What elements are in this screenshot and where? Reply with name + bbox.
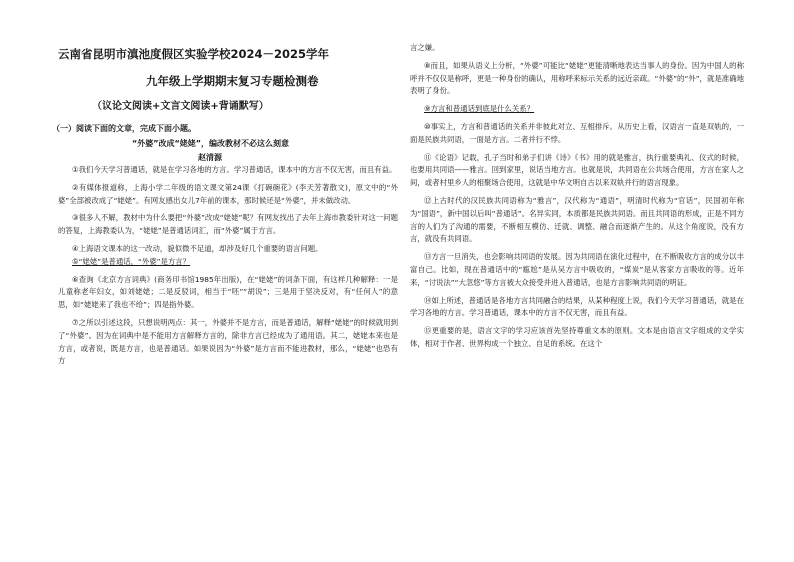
paragraph-15: ⑮更重要的是，语言文字的学习应该首先坚持尊重文本的原则。文本是由语言文字组成的文学实体，相对于作者、世界构成一个独立、自足的系统。在这个 [410, 326, 744, 348]
exam-title-line1: 云南省昆明市滇池度假区实验学校2024－2025学年 [58, 47, 330, 61]
paragraph-5-question: ⑤“姥姥”是普通话，“外婆”是方言？ [72, 256, 191, 266]
paragraph-7: ⑦之所以引述这段，只想说明两点：其一，外婆并不是方言，而是普通话，解释“姥姥”的时候就用到了“外婆”。因为在词典中是不能用方言解释方言的，除非方言已经成为了通用语。其二，姥姥本来也是方言，或者说，既是方言，也是普通话。如果说因为“外婆”是方言而不能进教材，那么，“姥姥”也恐有方 [58, 317, 398, 366]
paragraph-14: ⑭如上所述，普通话是各地方言共同融合的结果，从某种程度上说，我们今天学习普通话，就是在学习各地的方言。学习普通话，课本中的方言不仅无害，而且有益。 [410, 295, 744, 318]
paragraph-1: ①我们今天学习普通话，就是在学习各地的方言。学习普通话，课本中的方言不仅无害，而且有益。 [72, 165, 397, 174]
paragraph-2: ②有媒体报道称，上海小学二年级的语文课文第24课《打碗碗花》(李天芳著散文)，原文中的“外婆”全部被改成了“姥姥”。有网友感出女儿7年前的课本，那时候还是“外婆”，并未做改动。 [58, 182, 398, 205]
paragraph-3: ③很多人不解，教材中为什么要把“外婆”改成“姥姥”呢？有网友找出了去年上海市教委针对这一问题的答复，上海教委认为，“姥姥”是普通话词汇，而“外婆”属于方言。 [58, 213, 398, 236]
exam-title-line2: 九年级上学期期末复习专题检测卷 [146, 74, 319, 88]
paragraph-13: ⑬方言一旦消失，也会影响共同语的发展。因为共同语在演化过程中，在不断吸收方言的成分以丰富自己。比如，现在普通话中的“尴尬”是从吴方言中吸收的，“煤炭”是从客家方言吸收的等。近年来，“讨说法”“大忽悠”等方言被大众接受并进入普通话，也是方言影响共同语的明证。 [410, 252, 744, 287]
paragraph-10: ⑩事实上，方言和普通话的关系并非彼此对立、互相排斥。从历史上看，汉语言一直是双轨的，一面是民族共同语，一面是方言。二者并行不悖。 [410, 121, 744, 144]
paragraph-12: ⑫上古时代的汉民族共同语称为“雅言”，汉代称为“通语”，明清时代称为“官话”，民国初年称为“国语”，新中国以后叫“普通话”。名异实同，本质都是民族共同语。而且共同语的形成，正是不同方言的人们为了沟通的需要，不断相互模仿、迁就、调整、融合而逐渐产生的。从这个角度说，没有方言，就没有共同语。 [410, 195, 744, 244]
section-heading: （一）阅读下面的文章，完成下面小题。 [52, 124, 196, 133]
paragraph-9-question: ⑨方言和普通话到底是什么关系？ [424, 104, 535, 114]
left-column [52, 46, 398, 368]
article-title: “外婆”改成“姥姥”，编改教材不必这么刻意 [132, 139, 290, 148]
paragraph-4: ④上海语文课本的这一改动，貌似微不足道，却涉及好几个重要的语言问题。 [72, 243, 323, 253]
paragraph-7-continued: 言之嫌。 [410, 43, 440, 52]
paragraph-11: ⑪《论语》记载，孔子当时和弟子们讲《诗》《书》用的就是雅言，执行重要典礼、仪式的时候，也要用共同语——雅言。回到家里，说话当地方言。也就是说，共同语在公共场合使用，方言在家人之间，或者村里乡人的相聚场合使用，这就是中华文明自古以来双轨并行的语言现象。 [410, 152, 744, 188]
paragraph-8: ⑧而且，如果从语义上分析，“外婆”可能比“姥姥”更能清晰地表达当事人的身份。因为中国人的称呼并不仅仅是称呼，更是一种身份的确认，用称呼来标示关系的远近亲疏。“外婆”的“外”，就是准确地表明了身份。 [410, 60, 744, 96]
right-column [410, 42, 744, 351]
article-author: 赵清源 [198, 153, 222, 162]
exam-subtitle: （议论文阅读+文言文阅读+背诵默写） [92, 101, 269, 112]
paragraph-6: ⑥查询《北京方言词典》(商务印书馆1985年出版)，在“姥姥”的词条下面，有这样几种解释：一是儿童称老年妇女，如刘姥姥；二是反驳词，相当于“呸”“胡说”；三是用于坚决反对，有“任何人”的意思，如“姥姥来了我也不给”；四是指外婆。 [58, 274, 398, 310]
